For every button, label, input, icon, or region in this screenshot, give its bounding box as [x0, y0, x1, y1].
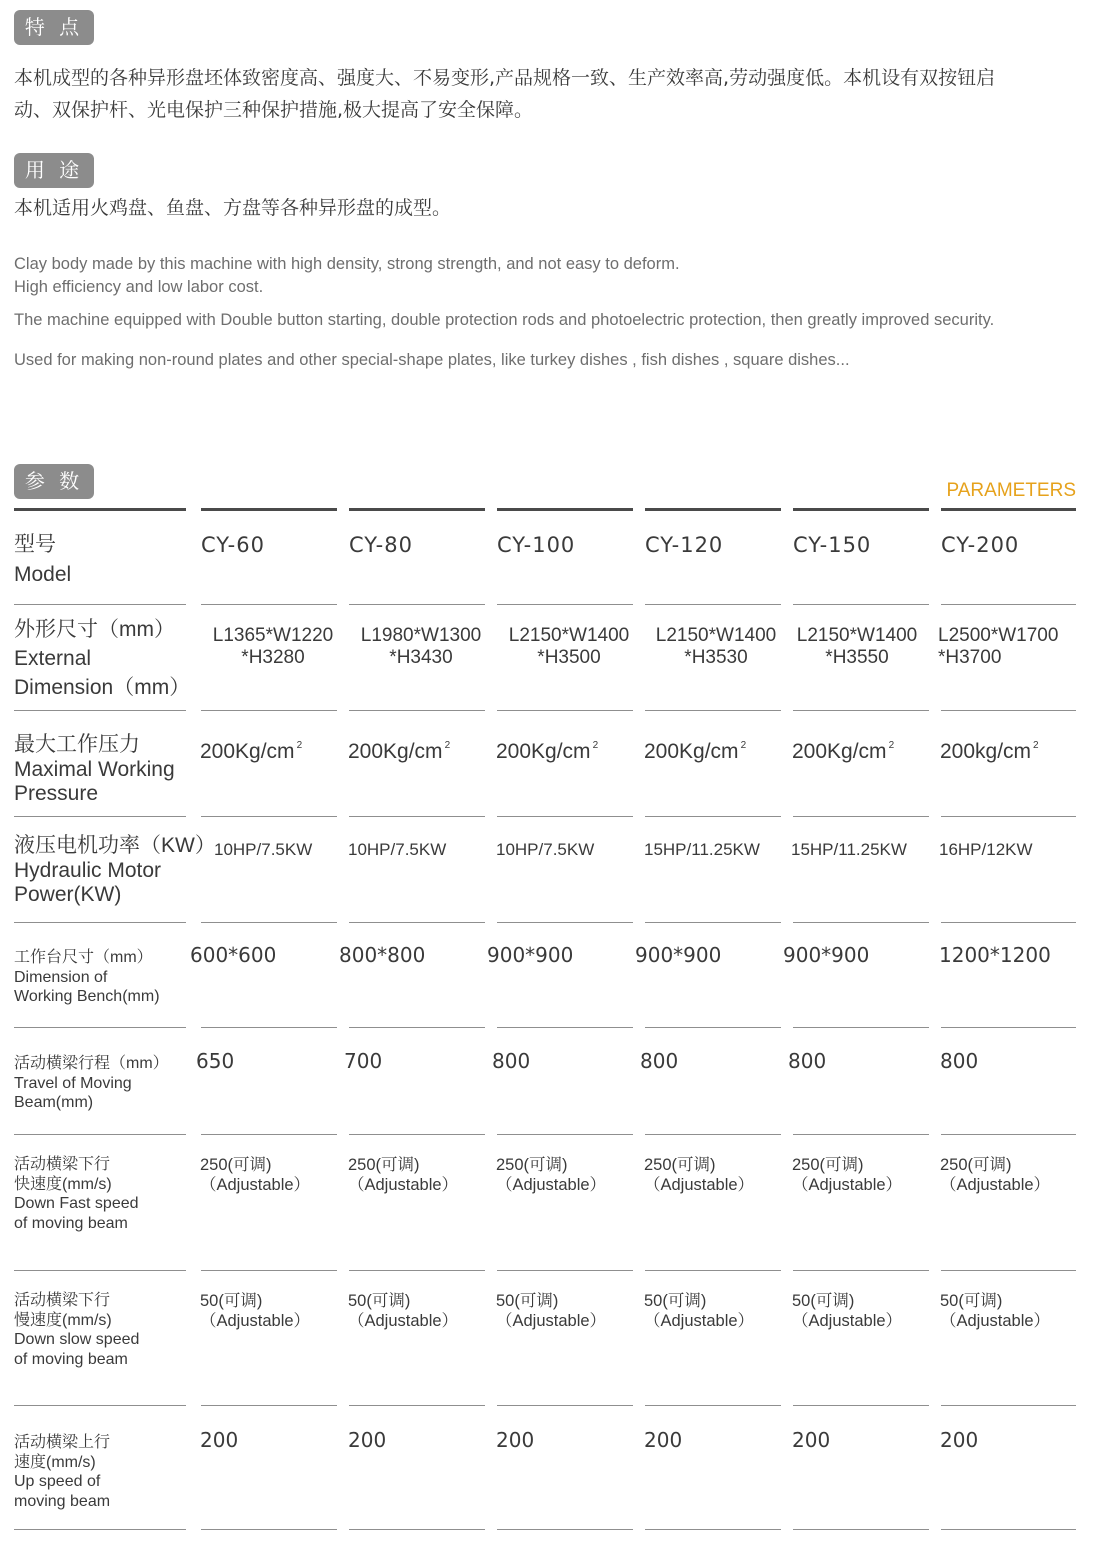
pressure-cell-5-value: 200Kg/cm	[792, 740, 887, 763]
row-divider-5-6	[793, 1027, 929, 1028]
bench-cell-5: 900*900	[783, 943, 870, 967]
model-cell-1: CY-60	[201, 533, 265, 557]
row-divider-9-6	[793, 1529, 929, 1530]
row-divider-1-1	[14, 604, 186, 605]
row-divider-5-3	[349, 1027, 485, 1028]
dimension-cell-1	[203, 625, 343, 669]
row-divider-9-5	[645, 1529, 781, 1530]
label-motor	[14, 834, 216, 908]
dimension-cell-1-l2: *H3280	[241, 647, 305, 668]
row-divider-8-1	[14, 1405, 186, 1406]
row-divider-3-4	[497, 816, 633, 817]
row-divider-5-7	[941, 1027, 1076, 1028]
slow-cell-3-l1: 50(可调)	[496, 1292, 559, 1310]
label-dimension	[14, 615, 190, 702]
row-divider-3-2	[201, 816, 337, 817]
parameters-label: PARAMETERS	[946, 480, 1076, 501]
row-divider-3-3	[349, 816, 485, 817]
label-slow-en2: of moving beam	[14, 1350, 128, 1368]
row-divider-1-4	[497, 604, 633, 605]
label-model	[14, 530, 71, 590]
row-divider-7-4	[497, 1270, 633, 1271]
fast-cell-3-l1: 250(可调)	[496, 1156, 568, 1174]
fast-cell-6-l2: （Adjustable）	[940, 1176, 1051, 1194]
label-bench-cn: 工作台尺寸（mm）	[14, 949, 153, 966]
slow-cell-6-l2: （Adjustable）	[940, 1312, 1051, 1330]
row-divider-3-7	[941, 816, 1076, 817]
row-divider-9-1	[14, 1529, 186, 1530]
slow-cell-6	[940, 1291, 1050, 1331]
label-fast-en1: Down Fast speed	[14, 1195, 139, 1212]
label-pressure-en2: Pressure	[14, 782, 99, 805]
pressure-cell-6-value: 200kg/cm	[940, 740, 1032, 763]
bench-cell-2: 800*800	[339, 943, 426, 967]
dimension-cell-3	[499, 625, 639, 669]
row-divider-5-4	[497, 1027, 633, 1028]
row-divider-6-7	[941, 1134, 1076, 1135]
motor-cell-2: 10HP/7.5KW	[348, 840, 447, 859]
dimension-cell-4	[646, 625, 786, 669]
row-divider-8-3	[349, 1405, 485, 1406]
label-up-cn2: 速度(mm/s)	[14, 1453, 96, 1471]
dimension-cell-6-l1: L2500*W1700	[938, 625, 1059, 646]
dimension-cell-5-l2: *H3550	[825, 647, 889, 668]
pressure-cell-4	[644, 732, 746, 766]
slow-cell-6-l1: 50(可调)	[940, 1292, 1003, 1310]
up-cell-6: 200	[940, 1428, 979, 1452]
label-slow-en1: Down slow speed	[14, 1331, 140, 1348]
usage-text: 本机适用火鸡盘、鱼盘、方盘等各种异形盘的成型。	[14, 197, 452, 219]
label-travel-en2: Beam(mm)	[14, 1094, 94, 1111]
fast-cell-5-l1: 250(可调)	[792, 1156, 864, 1174]
label-motor-cn: 液压电机功率（KW）	[14, 834, 216, 857]
row-divider-9-7	[941, 1529, 1076, 1530]
row-divider-7-3	[349, 1270, 485, 1271]
row-divider-6-4	[497, 1134, 633, 1135]
label-dimension-en1: External	[14, 647, 92, 670]
pressure-cell-2	[348, 732, 450, 766]
header-bar-col-1	[201, 508, 337, 511]
label-fast-cn2: 快速度(mm/s)	[14, 1175, 112, 1193]
label-travel-en1: Travel of Moving	[14, 1074, 132, 1092]
model-cell-5: CY-150	[793, 533, 872, 557]
label-model-en: Model	[14, 563, 72, 586]
fast-cell-3	[496, 1155, 606, 1195]
motor-cell-6: 16HP/12KW	[939, 840, 1033, 859]
pressure-cell-3	[496, 732, 598, 766]
dimension-cell-6	[938, 625, 1078, 669]
pressure-cell-5-sup: 2	[888, 740, 895, 751]
row-divider-1-3	[349, 604, 485, 605]
label-up-en2: moving beam	[14, 1492, 111, 1510]
features-line-1: 本机成型的各种异形盘坯体致密度高、强度大、不易变形,产品规格一致、生产效率高,劳动强度低。本机设有双按钮启	[14, 67, 996, 89]
dimension-cell-4-l2: *H3530	[684, 647, 748, 668]
row-divider-7-5	[645, 1270, 781, 1271]
slow-cell-2-l1: 50(可调)	[348, 1292, 411, 1310]
bench-cell-4: 900*900	[635, 943, 722, 967]
pressure-cell-1	[200, 732, 302, 766]
pressure-cell-6	[940, 732, 1039, 766]
label-travel-cn: 活动横梁行程（mm）	[14, 1055, 169, 1072]
row-divider-3-1	[14, 816, 186, 817]
fast-cell-2-l2: （Adjustable）	[348, 1176, 459, 1194]
row-divider-2-6	[793, 710, 929, 711]
header-bar-col-5	[793, 508, 929, 511]
row-divider-6-1	[14, 1134, 186, 1135]
dimension-cell-2	[351, 625, 491, 669]
slow-cell-2	[348, 1291, 458, 1331]
travel-cell-5: 800	[788, 1049, 827, 1073]
travel-cell-3: 800	[492, 1049, 531, 1073]
fast-cell-5	[792, 1155, 902, 1195]
row-divider-8-6	[793, 1405, 929, 1406]
label-slow	[14, 1291, 139, 1369]
pressure-cell-2-value: 200Kg/cm	[348, 740, 443, 763]
slow-cell-5-l1: 50(可调)	[792, 1292, 855, 1310]
row-divider-1-5	[645, 604, 781, 605]
dimension-cell-4-l1: L2150*W1400	[655, 625, 777, 646]
pressure-cell-3-value: 200Kg/cm	[496, 740, 591, 763]
bench-cell-3: 900*900	[487, 943, 574, 967]
row-divider-5-2	[201, 1027, 337, 1028]
row-divider-9-3	[349, 1529, 485, 1530]
label-slow-cn1: 活动横梁下行	[14, 1292, 111, 1309]
dimension-cell-2-l2: *H3430	[389, 647, 453, 668]
header-bar-label	[14, 508, 186, 511]
row-divider-7-1	[14, 1270, 186, 1271]
fast-cell-2	[348, 1155, 458, 1195]
pressure-cell-3-sup: 2	[592, 740, 599, 751]
label-model-cn: 型号	[14, 533, 56, 556]
label-fast-cn1: 活动横梁下行	[14, 1156, 111, 1173]
motor-cell-3: 10HP/7.5KW	[496, 840, 595, 859]
slow-cell-1-l1: 50(可调)	[200, 1292, 263, 1310]
travel-cell-6: 800	[940, 1049, 979, 1073]
label-dimension-cn: 外形尺寸（mm）	[14, 618, 175, 641]
dimension-cell-3-l1: L2150*W1400	[508, 625, 630, 646]
fast-cell-2-l1: 250(可调)	[348, 1156, 420, 1174]
motor-cell-1: 10HP/7.5KW	[214, 840, 313, 859]
up-cell-4: 200	[644, 1428, 683, 1452]
fast-cell-1	[200, 1155, 310, 1195]
dimension-cell-2-l1: L1980*W1300	[360, 625, 482, 646]
fast-cell-6-l1: 250(可调)	[940, 1156, 1012, 1174]
row-divider-3-5	[645, 816, 781, 817]
row-divider-8-4	[497, 1405, 633, 1406]
slow-cell-5-l2: （Adjustable）	[792, 1312, 903, 1330]
slow-cell-1-l2: （Adjustable）	[200, 1312, 311, 1330]
row-divider-9-4	[497, 1529, 633, 1530]
row-divider-9-2	[201, 1529, 337, 1530]
motor-cell-4: 15HP/11.25KW	[644, 840, 760, 859]
row-divider-4-6	[793, 922, 929, 923]
row-divider-2-2	[201, 710, 337, 711]
label-slow-cn2: 慢速度(mm/s)	[14, 1311, 112, 1329]
row-divider-7-2	[201, 1270, 337, 1271]
english-desc-1	[14, 253, 1089, 299]
header-bar-col-4	[645, 508, 781, 511]
label-fast	[14, 1155, 139, 1233]
label-pressure-en1: Maximal Working	[14, 757, 175, 781]
travel-cell-1: 650	[196, 1049, 235, 1073]
label-up	[14, 1433, 110, 1511]
row-divider-4-1	[14, 922, 186, 923]
row-divider-2-7	[941, 710, 1076, 711]
label-bench-en1: Dimension of	[14, 968, 108, 986]
english-line-2: High efficiency and low labor cost.	[14, 278, 264, 296]
pressure-cell-4-value: 200Kg/cm	[644, 740, 739, 763]
slow-cell-1	[200, 1291, 310, 1331]
label-dimension-en2: Dimension（mm）	[14, 676, 191, 699]
fast-cell-1-l2: （Adjustable）	[200, 1176, 311, 1194]
up-cell-1: 200	[200, 1428, 239, 1452]
model-cell-4: CY-120	[645, 533, 724, 557]
row-divider-2-5	[645, 710, 781, 711]
features-line-2: 动、双保护杆、光电保护三种保护措施,极大提高了安全保障。	[14, 99, 534, 121]
fast-cell-4-l2: （Adjustable）	[644, 1176, 755, 1194]
fast-cell-3-l2: （Adjustable）	[496, 1176, 607, 1194]
fast-cell-4-l1: 250(可调)	[644, 1156, 716, 1174]
label-motor-en2: Power(KW)	[14, 883, 122, 906]
row-divider-1-7	[941, 604, 1076, 605]
row-divider-4-3	[349, 922, 485, 923]
row-divider-8-5	[645, 1405, 781, 1406]
pressure-cell-1-value: 200Kg/cm	[200, 740, 295, 763]
row-divider-6-2	[201, 1134, 337, 1135]
fast-cell-1-l1: 250(可调)	[200, 1156, 272, 1174]
row-divider-2-1	[14, 710, 186, 711]
label-fast-en2: of moving beam	[14, 1214, 128, 1232]
row-divider-6-3	[349, 1134, 485, 1135]
slow-cell-4-l2: （Adjustable）	[644, 1312, 755, 1330]
travel-cell-2: 700	[344, 1049, 383, 1073]
slow-cell-4	[644, 1291, 754, 1331]
dimension-cell-3-l2: *H3500	[537, 647, 601, 668]
pressure-cell-4-sup: 2	[740, 740, 747, 751]
slow-cell-3	[496, 1291, 606, 1331]
english-line-1: Clay body made by this machine with high density, strong strength, and not easy to deform.	[14, 255, 680, 273]
pressure-cell-1-sup: 2	[296, 740, 303, 751]
row-divider-6-5	[645, 1134, 781, 1135]
row-divider-5-5	[645, 1027, 781, 1028]
travel-cell-4: 800	[640, 1049, 679, 1073]
row-divider-2-3	[349, 710, 485, 711]
up-cell-2: 200	[348, 1428, 387, 1452]
english-line-3: The machine equipped with Double button starting, double protection rods and photoelectric protection, then greatly improved security.	[14, 311, 995, 329]
up-cell-5: 200	[792, 1428, 831, 1452]
row-divider-2-4	[497, 710, 633, 711]
dimension-cell-1-l1: L1365*W1220	[212, 625, 334, 646]
label-travel	[14, 1054, 169, 1113]
row-divider-6-6	[793, 1134, 929, 1135]
row-divider-8-2	[201, 1405, 337, 1406]
fast-cell-6	[940, 1155, 1050, 1195]
features-tag: 特 点	[14, 10, 94, 45]
row-divider-1-2	[201, 604, 337, 605]
english-line-4: Used for making non-round plates and other special-shape plates, like turkey dishes , fish dishes , square dishes...	[14, 351, 850, 369]
row-divider-4-5	[645, 922, 781, 923]
row-divider-3-6	[793, 816, 929, 817]
label-pressure	[14, 733, 175, 807]
dimension-cell-5-l1: L2150*W1400	[796, 625, 918, 646]
bench-cell-6: 1200*1200	[939, 943, 1051, 967]
pressure-cell-5	[792, 732, 894, 766]
usage-tag: 用 途	[14, 153, 94, 188]
model-cell-6: CY-200	[941, 533, 1020, 557]
row-divider-7-7	[941, 1270, 1076, 1271]
features-text	[14, 62, 1089, 126]
row-divider-4-2	[201, 922, 337, 923]
label-up-cn1: 活动横梁上行	[14, 1434, 111, 1451]
motor-cell-5: 15HP/11.25KW	[791, 840, 907, 859]
label-motor-en1: Hydraulic Motor	[14, 858, 162, 882]
model-cell-2: CY-80	[349, 533, 413, 557]
fast-cell-4	[644, 1155, 754, 1195]
model-cell-3: CY-100	[497, 533, 576, 557]
row-divider-4-4	[497, 922, 633, 923]
row-divider-4-7	[941, 922, 1076, 923]
slow-cell-5	[792, 1291, 902, 1331]
bench-cell-1: 600*600	[190, 943, 277, 967]
row-divider-5-1	[14, 1027, 186, 1028]
slow-cell-4-l1: 50(可调)	[644, 1292, 707, 1310]
pressure-cell-6-sup: 2	[1033, 740, 1039, 751]
dimension-cell-5	[787, 625, 927, 669]
row-divider-8-7	[941, 1405, 1076, 1406]
header-bar-col-6	[941, 508, 1076, 511]
label-up-en1: Up speed of	[14, 1473, 101, 1490]
row-divider-7-6	[793, 1270, 929, 1271]
header-bar-col-2	[349, 508, 485, 511]
label-bench-en2: Working Bench(mm)	[14, 988, 160, 1005]
label-pressure-cn: 最大工作压力	[14, 733, 140, 756]
slow-cell-3-l2: （Adjustable）	[496, 1312, 607, 1330]
slow-cell-2-l2: （Adjustable）	[348, 1312, 459, 1330]
params-tag: 参 数	[14, 464, 94, 499]
pressure-cell-2-sup: 2	[444, 740, 451, 751]
row-divider-1-6	[793, 604, 929, 605]
label-bench	[14, 948, 160, 1007]
up-cell-3: 200	[496, 1428, 535, 1452]
header-bar-col-3	[497, 508, 633, 511]
dimension-cell-6-l2: *H3700	[938, 647, 1002, 668]
fast-cell-5-l2: （Adjustable）	[792, 1176, 903, 1194]
